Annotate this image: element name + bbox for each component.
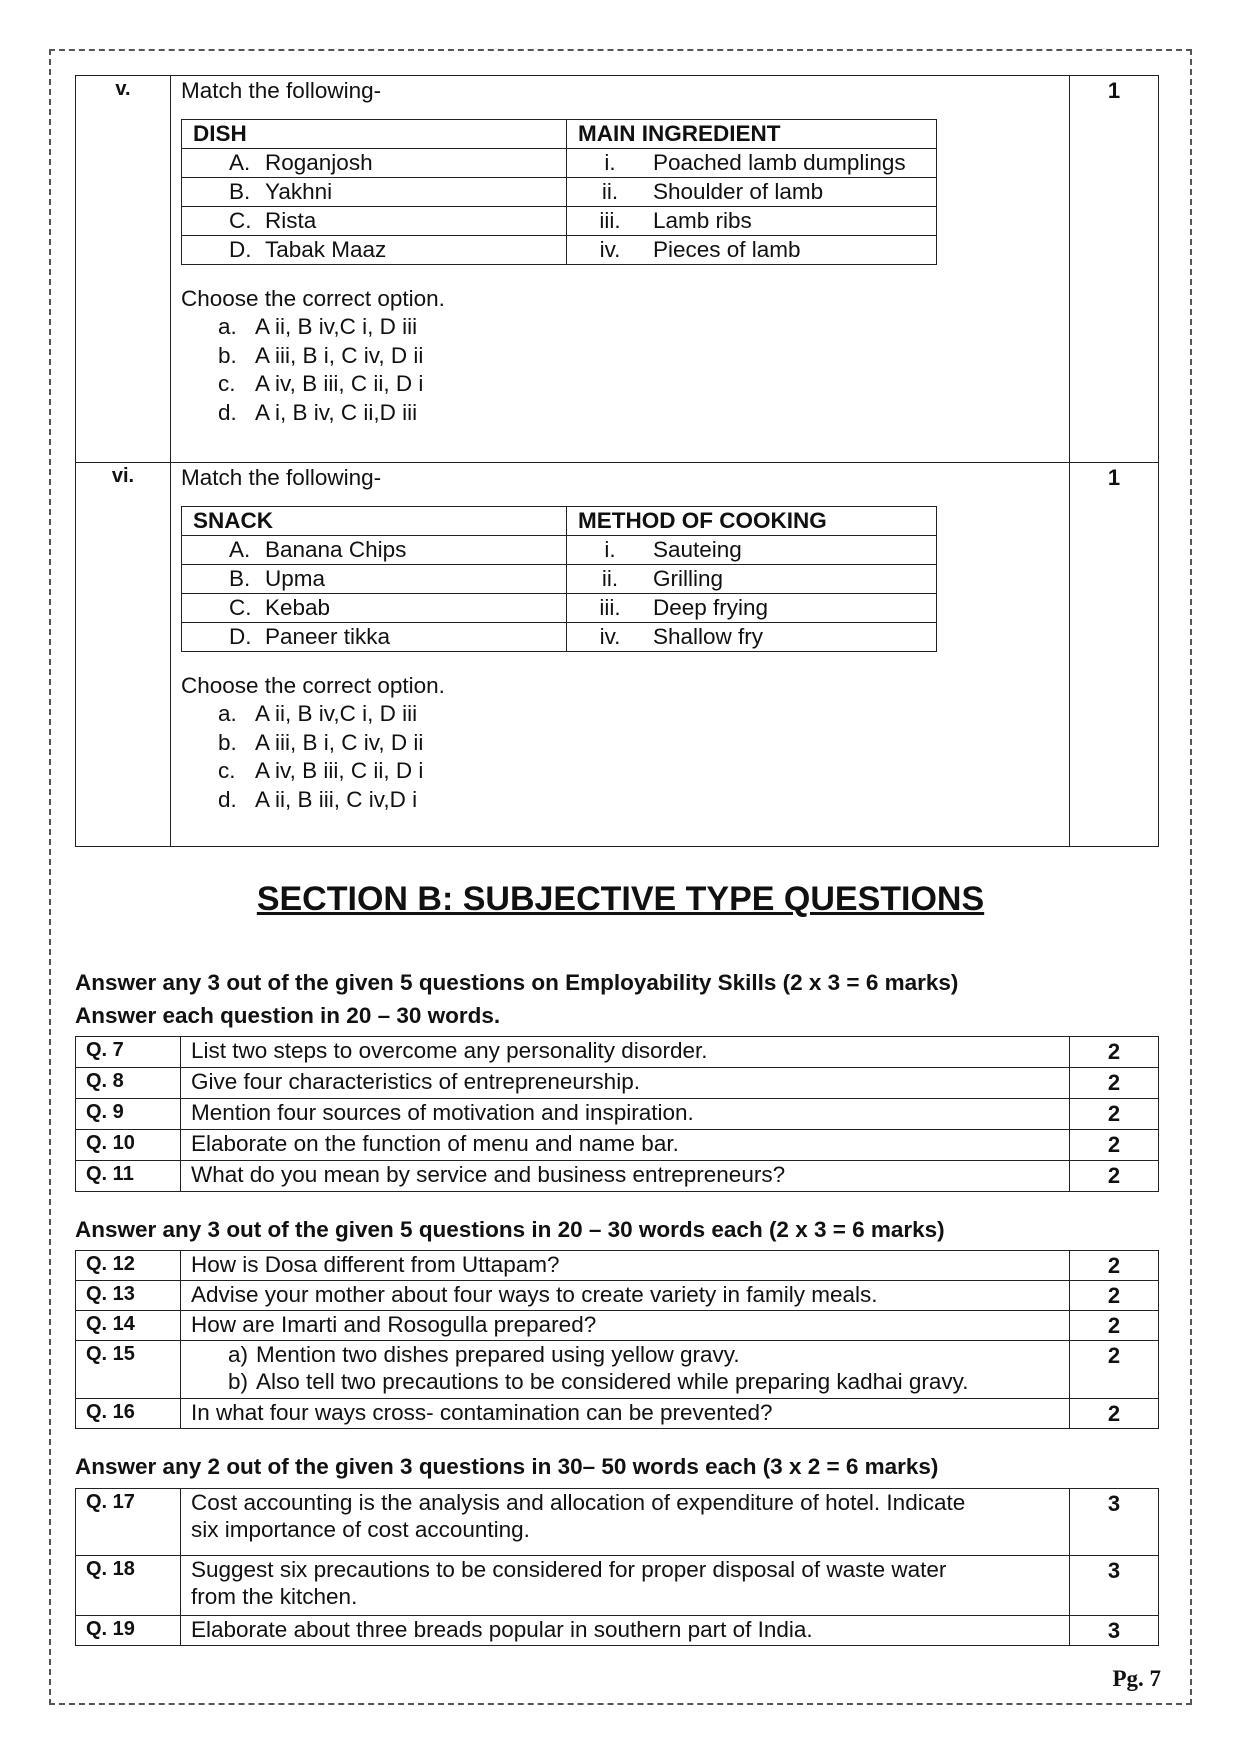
option-a: a. A ii, B iv,C i, D iii [218, 701, 418, 726]
section-title: SECTION B: SUBJECTIVE TYPE QUESTIONS [256, 880, 985, 918]
group1-table [75, 1036, 1159, 1192]
question-prompt: Match the following- [181, 78, 382, 103]
question-row: Q. 13 Advise your mother about four ways to create variety in family meals. 2 [76, 1281, 1159, 1311]
page-number: Pg. 7 [1112, 1666, 1161, 1691]
option-b: b. A iii, B i, C iv, D ii [218, 342, 424, 368]
col-header: SNACK [182, 507, 567, 536]
options-list [181, 700, 1069, 814]
question-row: Q. 9 Mention four sources of motivation and inspiration. 2 [76, 1099, 1159, 1130]
options-list [181, 313, 1069, 427]
option-c: c. A iv, B iii, C ii, D i [218, 758, 424, 783]
match-row: A. Roganjosh i. Poached lamb dumplings [182, 149, 937, 178]
question-number: vi. [76, 463, 171, 847]
match-row: D. Paneer tikka iv. Shallow fry [182, 623, 937, 652]
choose-instruction: Choose the correct option. [181, 673, 445, 698]
option-c: c. A iv, B iii, C ii, D i [218, 371, 424, 396]
option-d: d. A ii, B iii, C iv,D i [218, 786, 418, 812]
match-table-snack [181, 506, 937, 652]
group3-table [75, 1488, 1159, 1646]
question-row: Q. 17 Cost accounting is the analysis and allocation of expenditure of hotel. Indicate six importance of cost accounting. 3 [76, 1489, 1159, 1556]
question-row: Q. 11 What do you mean by service and business entrepreneurs? 2 [76, 1161, 1159, 1192]
option-b: b. A iii, B i, C iv, D ii [218, 729, 424, 755]
question-row: Q. 16 In what four ways cross- contamination can be prevented? 2 [76, 1399, 1159, 1429]
question-prompt: Match the following- [181, 465, 382, 490]
question-row: Q. 12 How is Dosa different from Uttapam? 2 [76, 1251, 1159, 1281]
group2-instructions: Answer any 3 out of the given 5 questions in 20 – 30 words each (2 x 3 = 6 marks) [75, 1217, 945, 1242]
question-row: Q. 10 Elaborate on the function of menu and name bar. 2 [76, 1130, 1159, 1161]
option-d: d. A i, B iv, C ii,D iii [218, 399, 418, 425]
option-a: a. A ii, B iv,C i, D iii [218, 314, 418, 339]
sub-question-a: a) Mention two dishes prepared using yellow gravy. [228, 1342, 740, 1367]
question-row-v [76, 76, 1159, 463]
col-header: MAIN INGREDIENT [567, 120, 937, 149]
question-marks: 1 [1070, 463, 1159, 847]
question-number: v. [76, 76, 171, 463]
match-row: A. Banana Chips i. Sauteing [182, 536, 937, 565]
match-questions-table [75, 75, 1159, 847]
match-table-dish [181, 119, 937, 265]
sub-question-b: b) Also tell two precautions to be considered while preparing kadhai gravy. [228, 1369, 969, 1394]
question-marks: 1 [1070, 76, 1159, 463]
match-row: B. Yakhni ii. Shoulder of lamb [182, 178, 937, 207]
group2-table [75, 1250, 1159, 1429]
question-row: Q. 18 Suggest six precautions to be considered for proper disposal of waste water from the kitchen. 3 [76, 1556, 1159, 1616]
question-row: Q. 7 List two steps to overcome any personality disorder. 2 [76, 1037, 1159, 1068]
choose-instruction: Choose the correct option. [181, 286, 445, 311]
question-row: Q. 8 Give four characteristics of entrepreneurship. 2 [76, 1068, 1159, 1099]
match-row: C. Kebab iii. Deep frying [182, 594, 937, 623]
question-row: Q. 14 How are Imarti and Rosogulla prepared? 2 [76, 1311, 1159, 1341]
match-row: B. Upma ii. Grilling [182, 565, 937, 594]
match-row: C. Rista iii. Lamb ribs [182, 207, 937, 236]
group1-instructions: Answer any 3 out of the given 5 questions on Employability Skills (2 x 3 = 6 marks) Answer each question in 20 – 30 words. [75, 970, 959, 1028]
question-row-vi [76, 463, 1159, 847]
col-header: METHOD OF COOKING [567, 507, 937, 536]
question-row: Q. 19 Elaborate about three breads popular in southern part of India. 3 [76, 1616, 1159, 1646]
group3-instructions: Answer any 2 out of the given 3 questions in 30– 50 words each (3 x 2 = 6 marks) [75, 1454, 939, 1479]
match-row: D. Tabak Maaz iv. Pieces of lamb [182, 236, 937, 265]
col-header: DISH [182, 120, 567, 149]
question-row: Q. 15 a) Mention two dishes prepared using yellow gravy. b) Also tell two precautions to be considered while preparing kadhai gravy. 2 [76, 1341, 1159, 1399]
